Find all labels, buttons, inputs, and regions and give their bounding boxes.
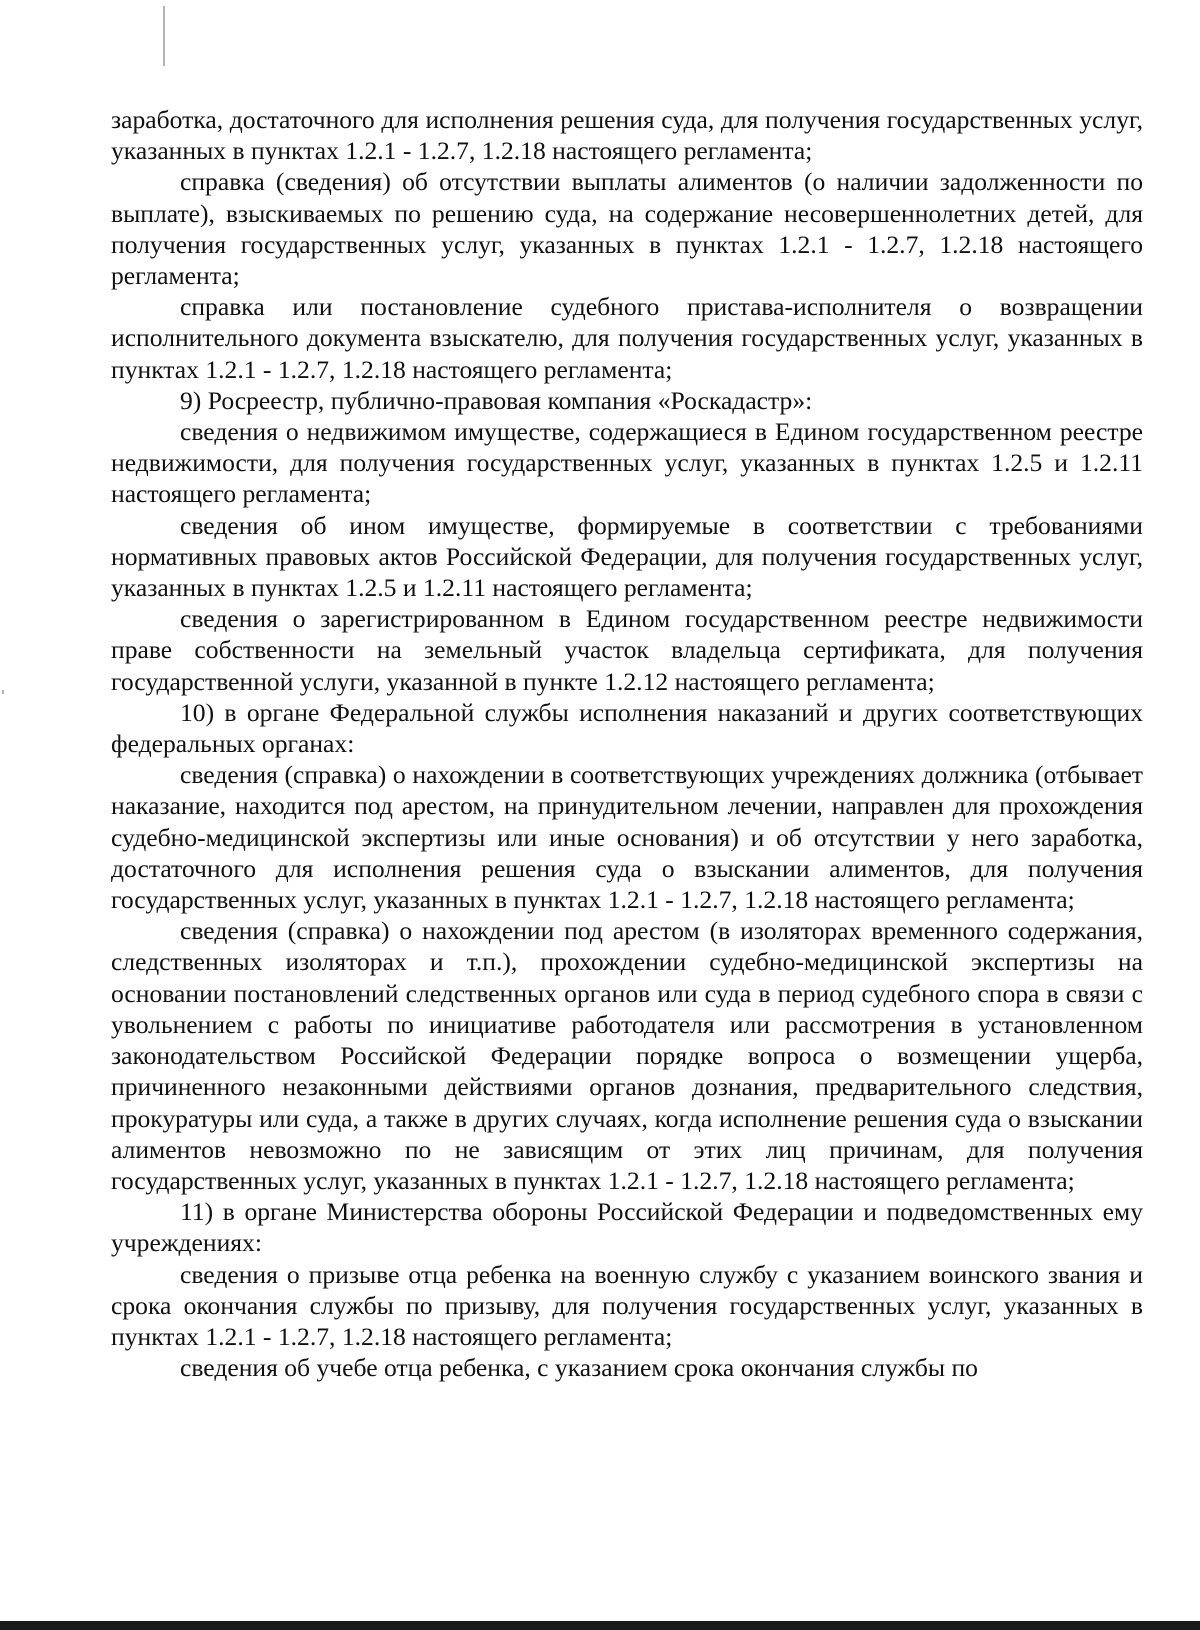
paragraph: сведения (справка) о нахождении в соответствующих учреждениях должника (отбывает наказание, находится под арестом, на принудительном лечении, направлен для прохождения судебно-медицинской экспертизы или иные основания) и об отсутствии у него заработка, достаточного для исполнения решения суда о взыскании алиментов, для получения государственных услуг, указанных в пунктах 1.2.1 - 1.2.7, 1.2.18 настоящего регламента; (111, 760, 1143, 915)
scan-artifact-top (163, 6, 165, 66)
paragraph: справка или постановление судебного пристава-исполнителя о возвращении исполнительного документа взыскателю, для получения государственных услуг, указанных в пунктах 1.2.1 - 1.2.7, 1.2.18 настоящего регламента; (111, 292, 1143, 384)
paragraph: сведения о зарегистрированном в Едином государственном реестре недвижимости праве собственности на земельный участок владельца сертификата, для получения государственной услуги, указанной в пункте 1.2.12 настоящего регламента; (111, 604, 1143, 696)
document-body (111, 104, 1143, 1383)
scan-artifact-left (2, 690, 4, 694)
paragraph: сведения о призыве отца ребенка на военную службу с указанием воинского звания и срока окончания службы по призыву, для получения государственных услуг, указанных в пунктах 1.2.1 - 1.2.7, 1.2.18 настоящего регламента; (111, 1259, 1143, 1351)
section-heading-11: 11) в органе Министерства обороны Российской Федерации и подведомственных ему учреждениях: (111, 1197, 1143, 1258)
paragraph: сведения об ином имуществе, формируемые в соответствии с требованиями нормативных правовых актов Российской Федерации, для получения государственных услуг, указанных в пунктах 1.2.5 и 1.2.11 настоящего регламента; (111, 510, 1143, 603)
paragraph: сведения о недвижимом имуществе, содержащиеся в Едином государственном реестре недвижимости, для получения государственных услуг, указанных в пунктах 1.2.5 и 1.2.11 настоящего регламента; (111, 417, 1143, 509)
section-heading-10: 10) в органе Федеральной службы исполнения наказаний и других соответствующих федеральных органах: (111, 697, 1143, 759)
paragraph: справка (сведения) об отсутствии выплаты алиментов (о наличии задолженности по выплате), взыскиваемых по решению суда, на содержание несовершеннолетних детей, для получения государственных услуг, указанных в пунктах 1.2.1 - 1.2.7, 1.2.18 настоящего регламента; (111, 167, 1143, 291)
section-heading-9: 9) Росреестр, публично-правовая компания «Роскадастр»: (180, 385, 813, 415)
paragraph: сведения об учебе отца ребенка, с указанием срока окончания службы по (180, 1353, 978, 1383)
paragraph: заработка, достаточного для исполнения решения суда, для получения государственных услуг, указанных в пунктах 1.2.1 - 1.2.7, 1.2.18 настоящего регламента; (111, 105, 1143, 166)
paragraph: сведения (справка) о нахождении под арестом (в изоляторах временного содержания, следственных изоляторах и т.п.), прохождении судебно-медицинской экспертизы на основании постановлений следственных органов или суда в период судебного спора в связи с увольнением с работы по инициативе работодателя или рассмотрения в установленном законодательством Российской Федерации порядке вопроса о возмещении ущерба, причиненного незаконными действиями органов дознания, предварительного следствия, прокуратуры или суда, а также в других случаях, когда исполнение решения суда о взыскании алиментов невозможно по не зависящим от этих лиц причинам, для получения государственных услуг, указанных в пунктах 1.2.1 - 1.2.7, 1.2.18 настоящего регламента; (111, 916, 1143, 1195)
scan-bottom-edge (0, 1621, 1200, 1630)
